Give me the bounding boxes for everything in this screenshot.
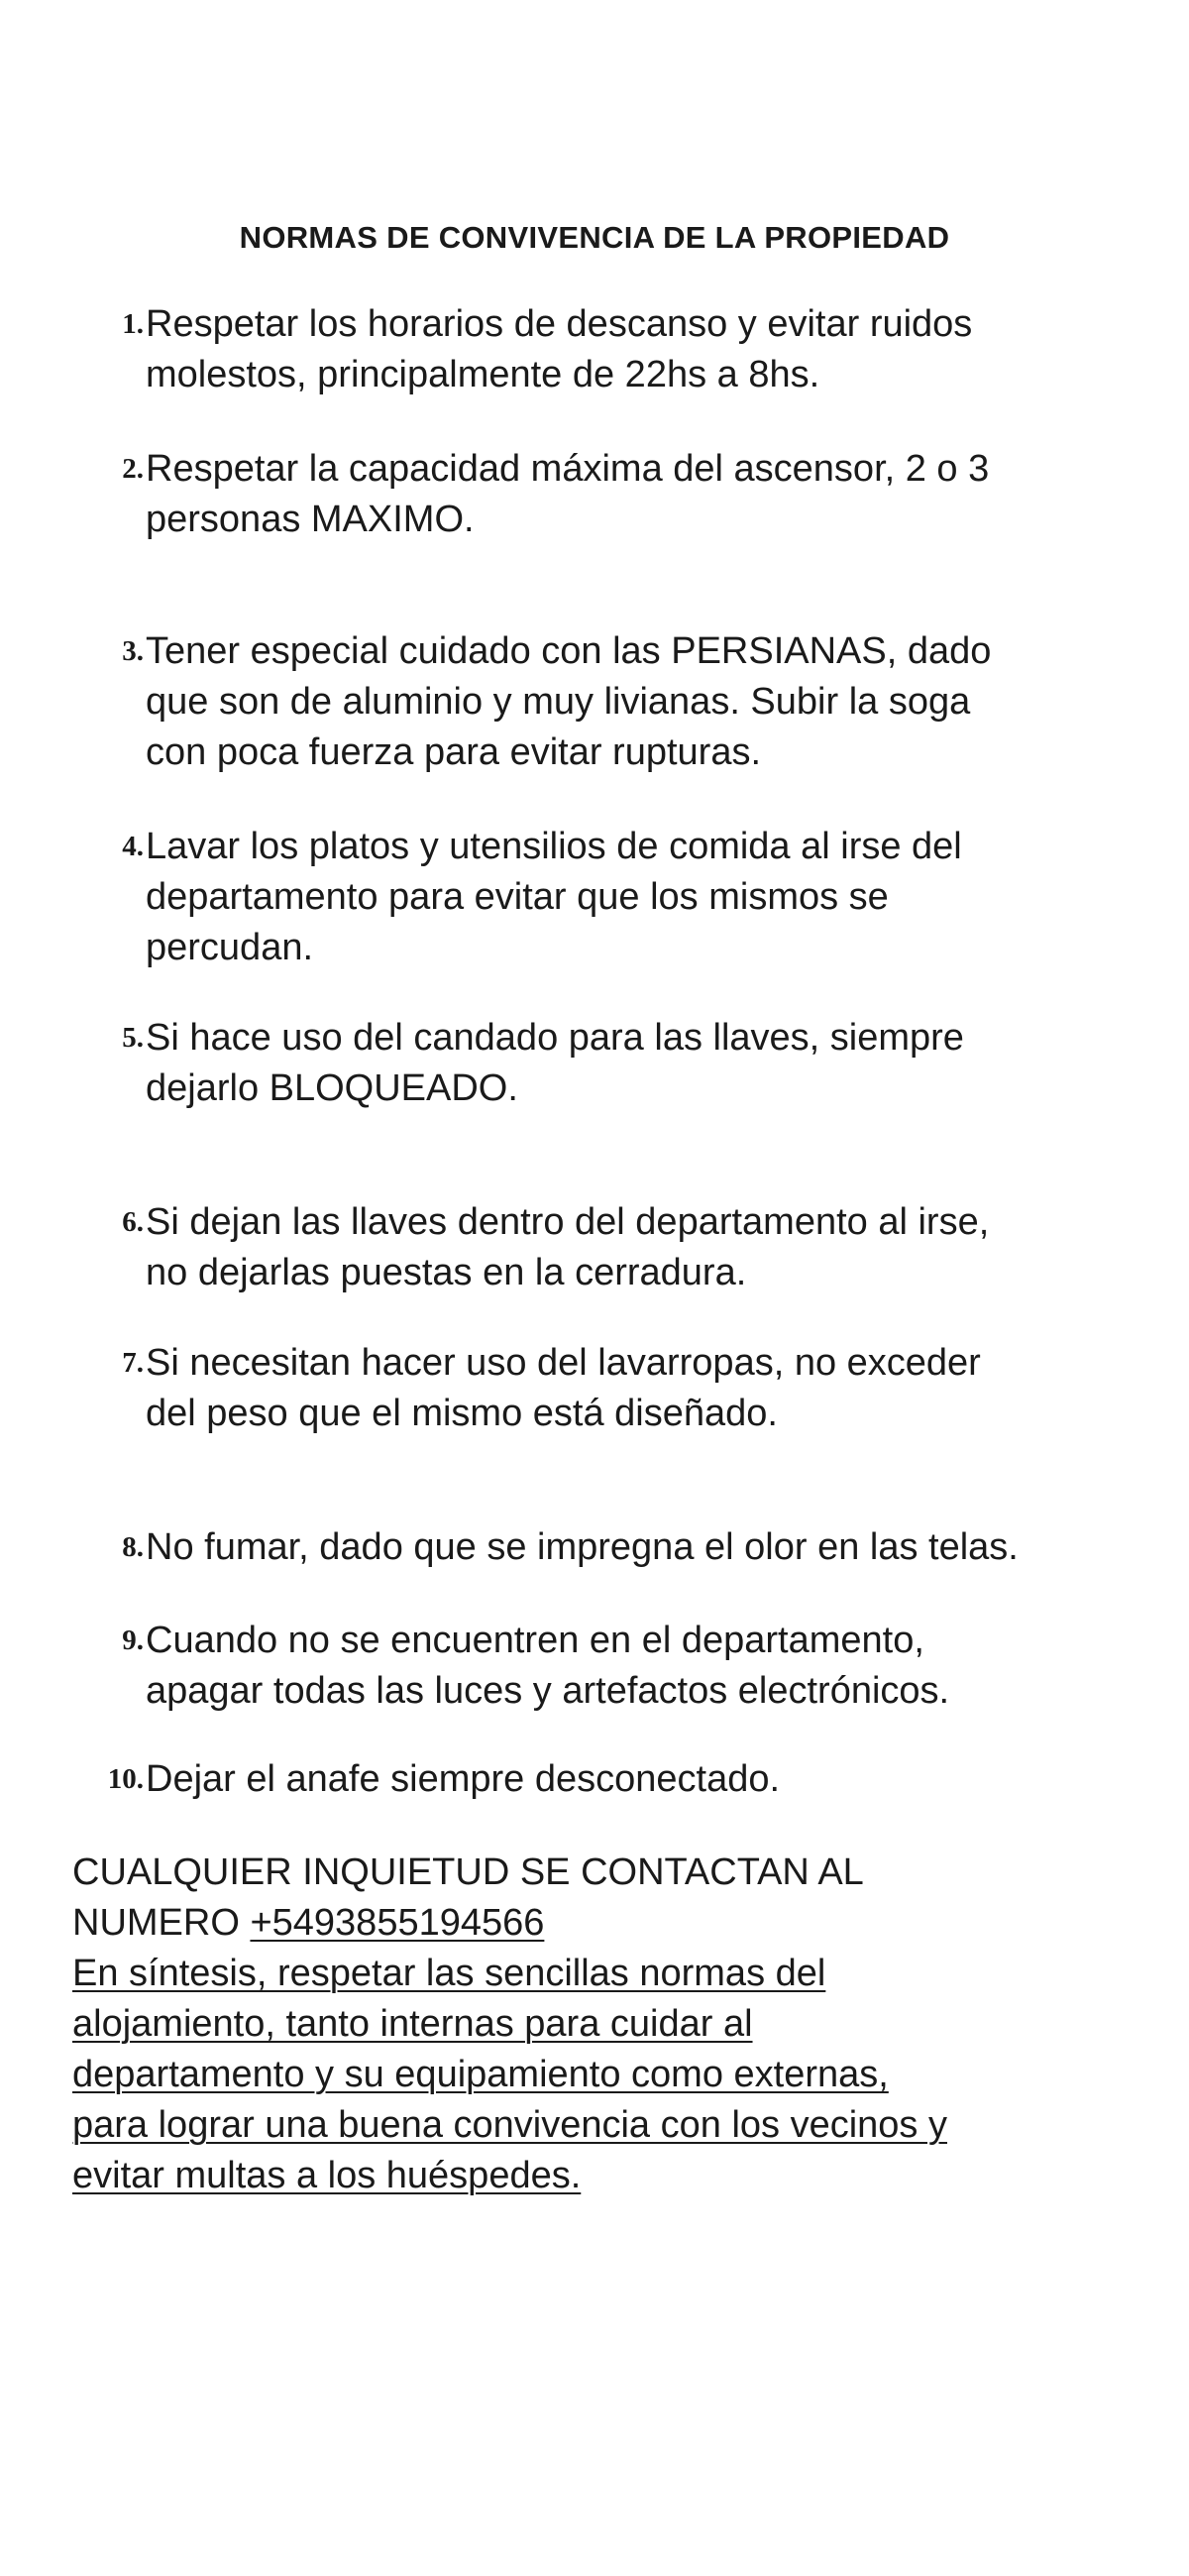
rule-number: 3. (122, 635, 144, 667)
rule-text: Si dejan las llaves dentro del departamento al irse, no dejarlas puestas en la cerradura. (146, 1201, 990, 1293)
rule-number: 4. (122, 831, 144, 862)
summary-line: alojamiento, tanto internas para cuidar al (72, 2003, 753, 2045)
rule-text: Respetar los horarios de descanso y evitar ruidos molestos, principalmente de 22hs a 8hs. (146, 303, 973, 395)
rule-number: 10. (107, 1763, 144, 1795)
contact-number-line (72, 1898, 1172, 1949)
rule-text: Respetar la capacidad máxima del ascensor, 2 o 3 personas MAXIMO. (146, 448, 990, 540)
rule-text: Dejar el anafe siempre desconectado. (146, 1758, 781, 1800)
contact-prefix: NUMERO (72, 1902, 251, 1944)
rule-text: No fumar, dado que se impregna el olor en las telas. (146, 1526, 1019, 1568)
rule-text: Tener especial cuidado con las PERSIANAS, dado que son de aluminio y muy livianas. Subir la soga con poca fuerza para evitar rupturas. (146, 630, 992, 773)
summary-line: evitar multas a los huéspedes. (72, 2155, 582, 2196)
rule-number: 9. (122, 1624, 144, 1656)
rule-text: Cuando no se encuentren en el departamento, apagar todas las luces y artefactos electrónicos. (146, 1620, 950, 1712)
rule-text: Si hace uso del candado para las llaves, siempre dejarlo BLOQUEADO. (146, 1017, 964, 1109)
contact-line: CUALQUIER INQUIETUD SE CONTACTAN AL (72, 1851, 864, 1893)
rule-text: Si necesitan hacer uso del lavarropas, no exceder del peso que el mismo está diseñado. (146, 1342, 981, 1434)
rule-number: 7. (122, 1347, 144, 1379)
phone-number-link[interactable]: +5493855194566 (250, 1902, 545, 1944)
rule-number: 1. (122, 308, 144, 340)
summary-line: En síntesis, respetar las sencillas normas del (72, 1953, 826, 1994)
rule-number: 8. (122, 1531, 144, 1563)
rule-number: 2. (122, 453, 144, 485)
contact-footer (72, 1848, 1172, 2201)
summary-line: departamento y su equipamiento como externas, (72, 2054, 889, 2095)
rule-text: Lavar los platos y utensilios de comida al irse del departamento para evitar que los mismos se percudan. (146, 826, 962, 968)
rule-number: 6. (122, 1206, 144, 1238)
summary-line: para lograr una buena convivencia con los vecinos y (72, 2104, 947, 2146)
rule-number: 5. (122, 1022, 144, 1054)
document-title: NORMAS DE CONVIVENCIA DE LA PROPIEDAD (239, 220, 950, 255)
